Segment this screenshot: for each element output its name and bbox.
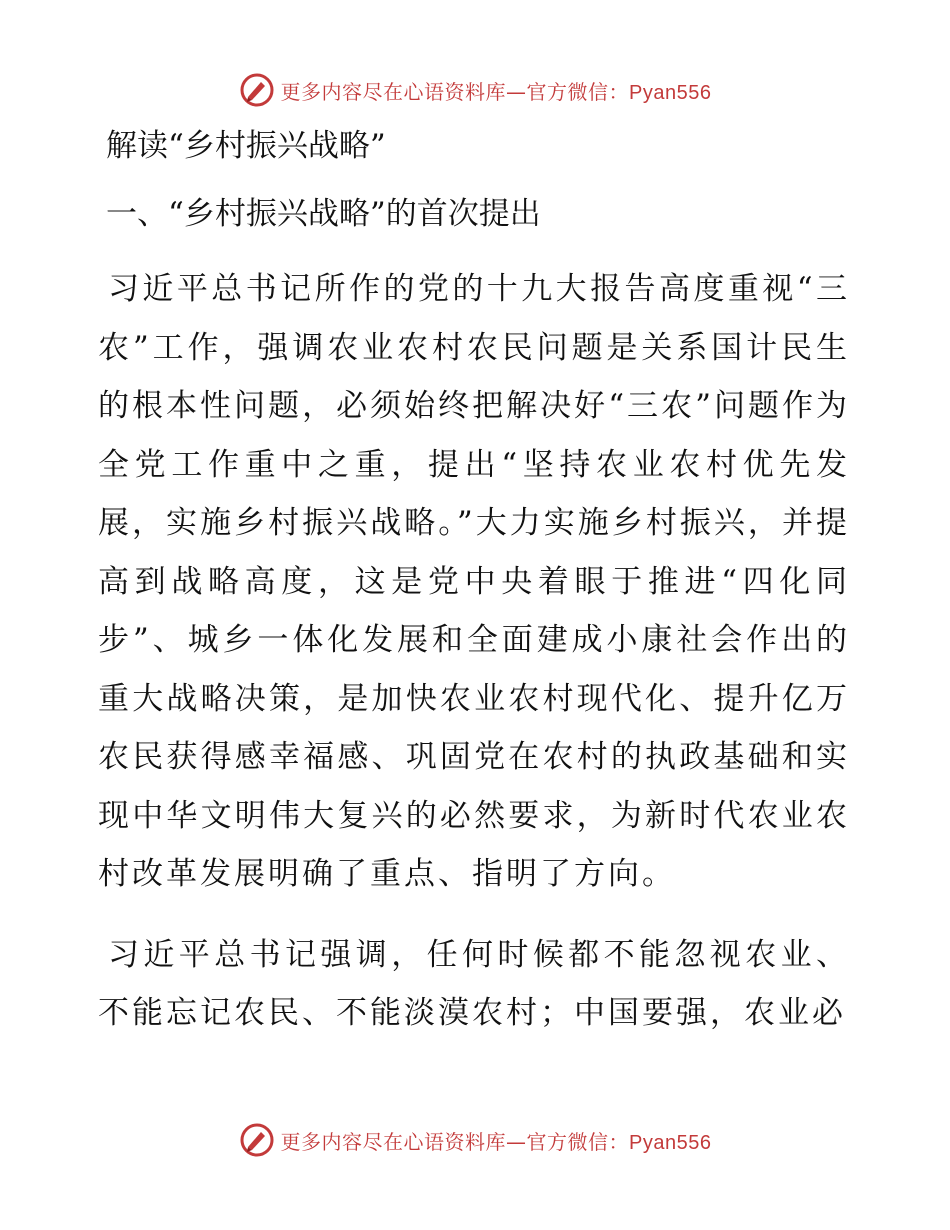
pen-logo-icon — [239, 72, 275, 108]
paragraph-2 — [98, 926, 850, 1043]
banner-wechat-label: 官方微信： — [526, 79, 630, 104]
footer-banner — [0, 1120, 950, 1160]
paragraph-2-text: 习近平总书记强调，任何时候都不能忽视农业、不能忘记农民、不能淡漠农村；中国要强，农业必 — [98, 936, 850, 1031]
banner-main-text: 更多内容尽在心语资料库 — [280, 79, 507, 104]
banner-separator: — — [506, 79, 527, 104]
banner-text — [281, 1126, 712, 1155]
section-heading: 一、“乡村振兴战略”的首次提出 — [106, 196, 541, 232]
banner-separator: — — [506, 1129, 527, 1154]
banner-wechat-id: Pyan556 — [629, 1131, 712, 1154]
document-body — [98, 122, 850, 1043]
banner-wechat-id: Pyan556 — [629, 81, 712, 104]
header-banner — [0, 70, 950, 110]
banner-wechat-label: 官方微信： — [526, 1129, 630, 1154]
paragraph-1-text: 习近平总书记所作的党的十九大报告高度重视“三农”工作，强调农业农村农民问题是关系国计民生的根本性问题，必须始终把解决好“三农”问题作为全党工作重中之重，提出“坚持农业农村优先发展，实施乡村振兴战略。”大力实施乡村振兴，并提高到战略高度，这是党中央着眼于推进“四化同步”、城乡一体化发展和全面建成小康社会作出的重大战略决策，是加快农业农村现代化、提升亿万农民获得感幸福感、巩固党在农村的执政基础和实现中华文明伟大复兴的必然要求，为新时代农业农村改革发展明确了重点、指明了方向。 — [98, 271, 850, 892]
pen-logo-icon — [239, 1122, 275, 1158]
paragraph-1 — [98, 260, 850, 904]
document-title: 解读“乡村振兴战略” — [106, 128, 386, 164]
banner-text — [281, 76, 712, 105]
banner-main-text: 更多内容尽在心语资料库 — [280, 1129, 507, 1154]
